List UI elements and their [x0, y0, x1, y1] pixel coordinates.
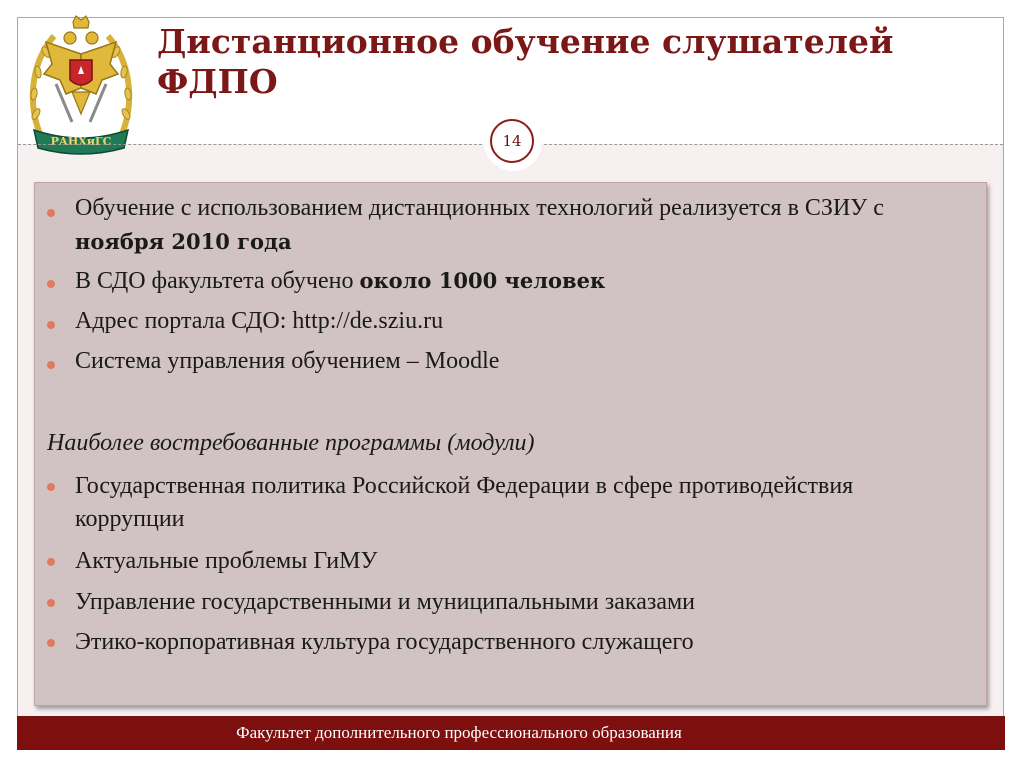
programs-subheading: Наиболее востребованные программы (модули): [47, 430, 535, 456]
logo-caption: РАНХиГС: [50, 135, 112, 148]
list-item: Система управления обучением – Moodle: [75, 348, 500, 374]
list-item: В СДО факультета обучено около 1000 человек: [75, 268, 606, 294]
page-number-badge: 14: [490, 119, 534, 163]
slide-footer: [17, 716, 1005, 750]
bullet-icon: [47, 361, 55, 369]
bullet-icon: [47, 599, 55, 607]
list-item: Управление государственными и муниципальными заказами: [75, 589, 696, 615]
content-box: [34, 182, 987, 706]
bullet-icon: [47, 280, 55, 288]
ranepa-emblem-logo: [26, 14, 136, 156]
list-item: Адрес портала СДО: http://de.sziu.ru: [75, 308, 444, 334]
bullet-icon: [47, 483, 55, 491]
list-item: Этико-корпоративная культура государственного служащего: [75, 629, 694, 655]
list-item: Обучение с использованием дистанционных технологий реализуется в СЗИУ с ноября 2010 года: [75, 195, 884, 254]
list-item: Государственная политика Российской Федерации в сфере противодействия коррупции: [75, 473, 854, 532]
bullet-icon: [47, 209, 55, 217]
footer-text: Факультет дополнительного профессионального образования: [236, 723, 682, 742]
bullet-icon: [47, 639, 55, 647]
bullet-icon: [47, 558, 55, 566]
list-item: Актуальные проблемы ГиМУ: [75, 548, 378, 574]
bullet-icon: [47, 321, 55, 329]
slide-title: Дистанционное обучение слушателей ФДПО: [157, 22, 894, 101]
